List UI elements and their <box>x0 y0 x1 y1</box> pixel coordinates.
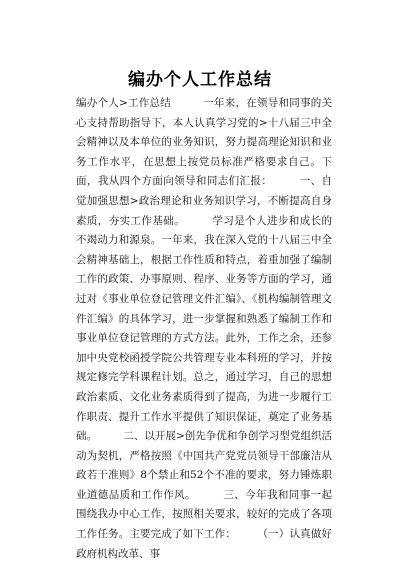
body-paragraph: 编办个人>工作总结 一年来，在领导和同事的关心支持帮助指导下，本人认真学习党的>十八届三中全会精神以及本单位的业务知识，努力提高理论知识和业务工作水平，在思想上按党员标准严格要求自己。下面，我从四个方面向领导和同志们汇报： 一、自觉加强思想>政治理论和业务知识学习，不断提高自身素质，夯实工作基础。 学习是个人进步和成长的不竭动力和源泉。一年来，我在深入党的十八届三中全会精神基础上，根据工作性质和特点，着重加强了编制工作的政策、办事原则、程序、业务等方面的学习，通过对《事业单位登记管理文件汇编》、《机构编制管理文件汇编》的具体学习，进一步掌握和熟悉了编制工作和事业单位登记管理的方式方法。此外，工作之余，还参加中央党校函授学院公共管理专业本科班的学习，并按规定修完学科课程计划。总之，通过学习，自己的思想政治素质、文化业务素质得到了提高，为进一步履行工作职责、提升工作水平提供了知识保证，奠定了业务基础。 二、以开展>创先争优和争创学习型党组织活动为契机，严格按照《中国共产党党员领导干部廉洁从政若干准则》8个禁止和52个不准的要求，努力锤炼职业道德品质和工作作风。 三、今年我和同事一起围绕我办中心工作，按照相关要求，较好的完成了各项工作任务。主要完成了如下工作： （一）认真做好政府机构改革、事 <box>76 97 332 560</box>
document-title: 编办个人工作总结 <box>128 70 272 90</box>
document-body <box>76 94 332 564</box>
